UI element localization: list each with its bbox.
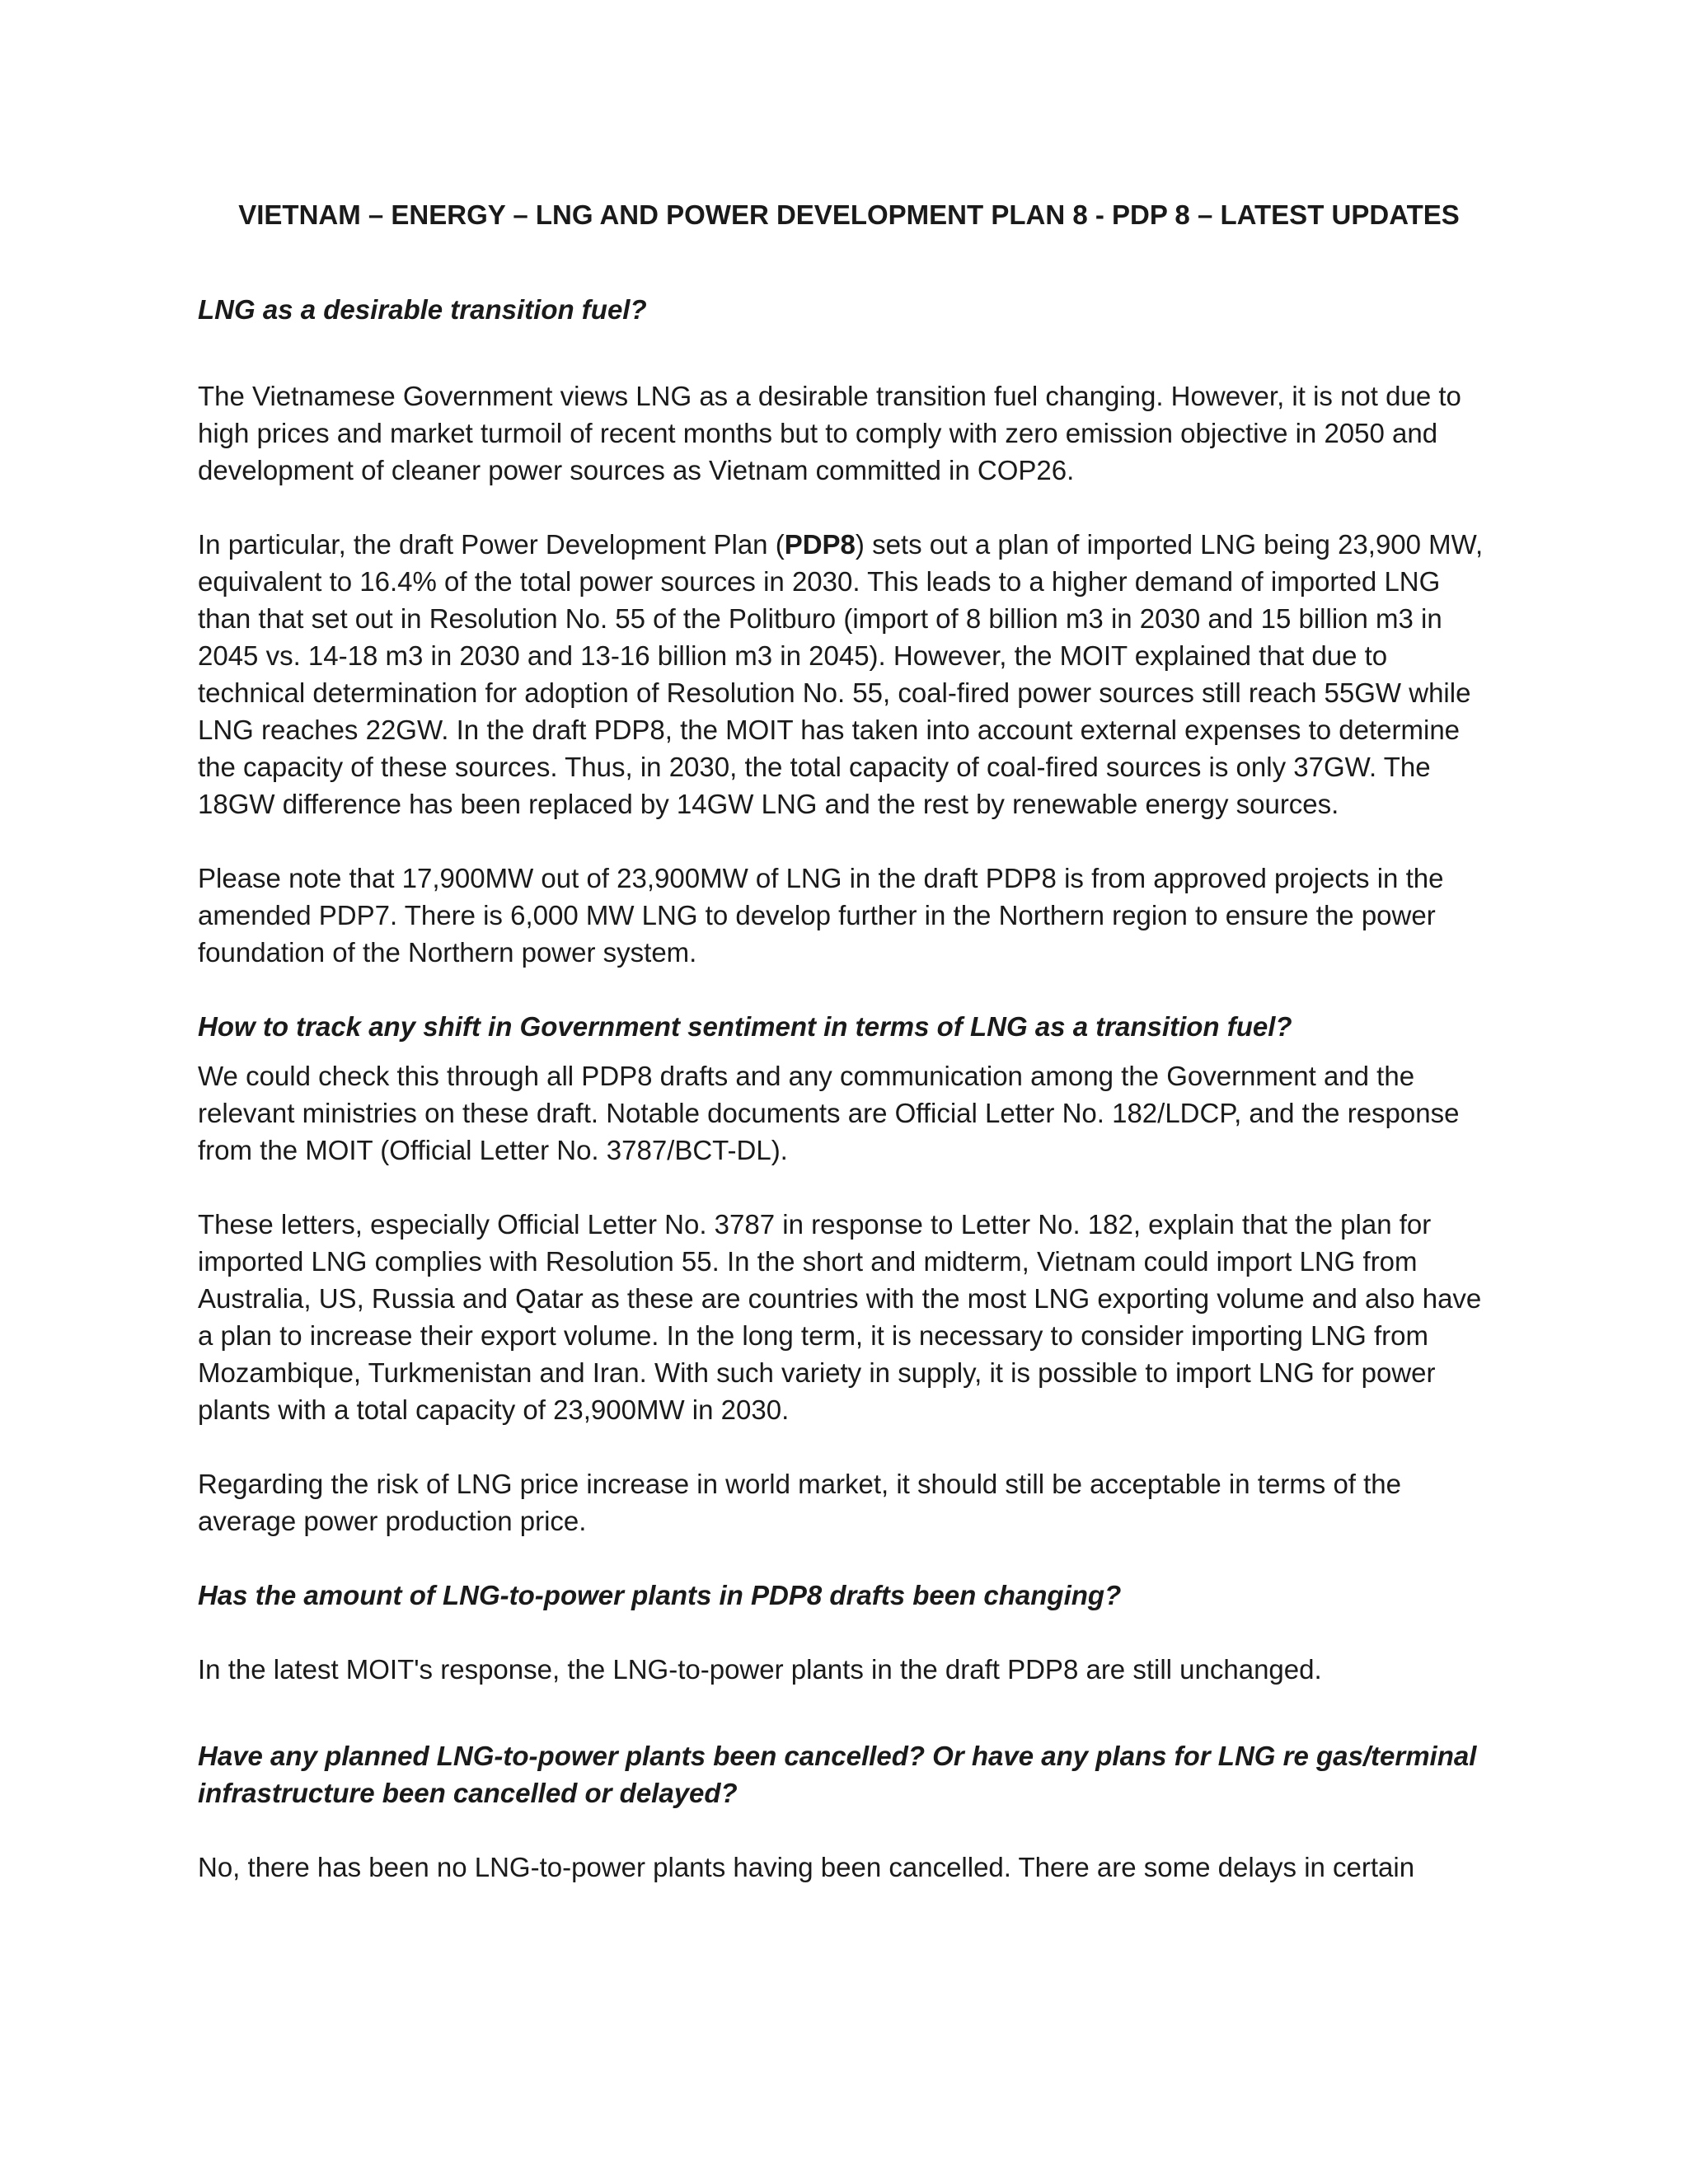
section-heading-amount-changing: Has the amount of LNG-to-power plants in PDP8 drafts been changing?: [198, 1580, 1122, 1610]
pdp8-bold-term: PDP8: [784, 529, 856, 560]
paragraph-draft-pdp8-start: In particular, the draft Power Development Plan (: [198, 529, 785, 560]
section-heading-track-sentiment: How to track any shift in Government sentiment in terms of LNG as a transition fuel?: [198, 1011, 1292, 1042]
paragraph-draft-pdp8-rest: ) sets out a plan of imported LNG being 23,900 MW, equivalent to 16.4% of the total power sources in 2030. This leads to a higher demand of imported LNG than that set out in Resolution No. 55 of the Politburo (import of 8 billion m3 in 2030 and 15 billion m3 in 2045 vs. 14-18 m3 in 2030 and 13-16 billion m3 in 2045). However, the MOIT explained that due to technical determination for adoption of Resolution No. 55, coal-fired power sources still reach 55GW while LNG reaches 22GW. In the draft PDP8, the MOIT has taken into account external expenses to determine the capacity of these sources. Thus, in 2030, the total capacity of coal-fired sources is only 37GW. The 18GW difference has been replaced by 14GW LNG and the rest by renewable energy sources.: [198, 529, 1484, 819]
document-page: [198, 196, 1500, 1886]
paragraph-letters-explain: These letters, especially Official Letter No. 3787 in response to Letter No. 182, explain that the plan for imported LNG complies with Resolution 55. In the short and midterm, Vietnam could import LNG from Australia, US, Russia and Qatar as these are countries with the most LNG exporting volume and also have a plan to increase their export volume. In the long term, it is necessary to consider importing LNG from Mozambique, Turkmenistan and Iran. With such variety in supply, it is possible to import LNG for power plants with a total capacity of 23,900MW in 2030.: [198, 1209, 1482, 1425]
section-heading-transition-fuel: LNG as a desirable transition fuel?: [198, 294, 647, 325]
paragraph-price-risk: Regarding the risk of LNG price increase in world market, it should still be acceptable in terms of the average power production price.: [198, 1469, 1402, 1536]
paragraph-government-view: The Vietnamese Government views LNG as a desirable transition fuel changing. However, it is not due to high prices and market turmoil of recent months but to comply with zero emission objective in 2050 and development of cleaner power sources as Vietnam committed in COP26.: [198, 381, 1461, 485]
paragraph-draft-pdp8: [198, 526, 1500, 823]
paragraph-check-drafts: We could check this through all PDP8 drafts and any communication among the Government and the relevant ministries on these draft. Notable documents are Official Letter No. 182/LDCP, and the response from the MOIT (Official Letter No. 3787/BCT-DL).: [198, 1061, 1460, 1165]
paragraph-unchanged: In the latest MOIT's response, the LNG-to-power plants in the draft PDP8 are still unchanged.: [198, 1654, 1322, 1685]
paragraph-approved-projects: Please note that 17,900MW out of 23,900MW of LNG in the draft PDP8 is from approved projects in the amended PDP7. There is 6,000 MW LNG to develop further in the Northern region to ensure the power foundation of the Northern power system.: [198, 863, 1444, 968]
paragraph-no-cancellations: No, there has been no LNG-to-power plants having been cancelled. There are some delays in certain: [198, 1852, 1415, 1882]
document-title: VIETNAM – ENERGY – LNG AND POWER DEVELOPMENT PLAN 8 - PDP 8 – LATEST UPDATES: [238, 199, 1460, 230]
section-heading-cancelled: Have any planned LNG-to-power plants been cancelled? Or have any plans for LNG re gas/terminal infrastructure been cancelled or delayed?: [198, 1741, 1477, 1808]
